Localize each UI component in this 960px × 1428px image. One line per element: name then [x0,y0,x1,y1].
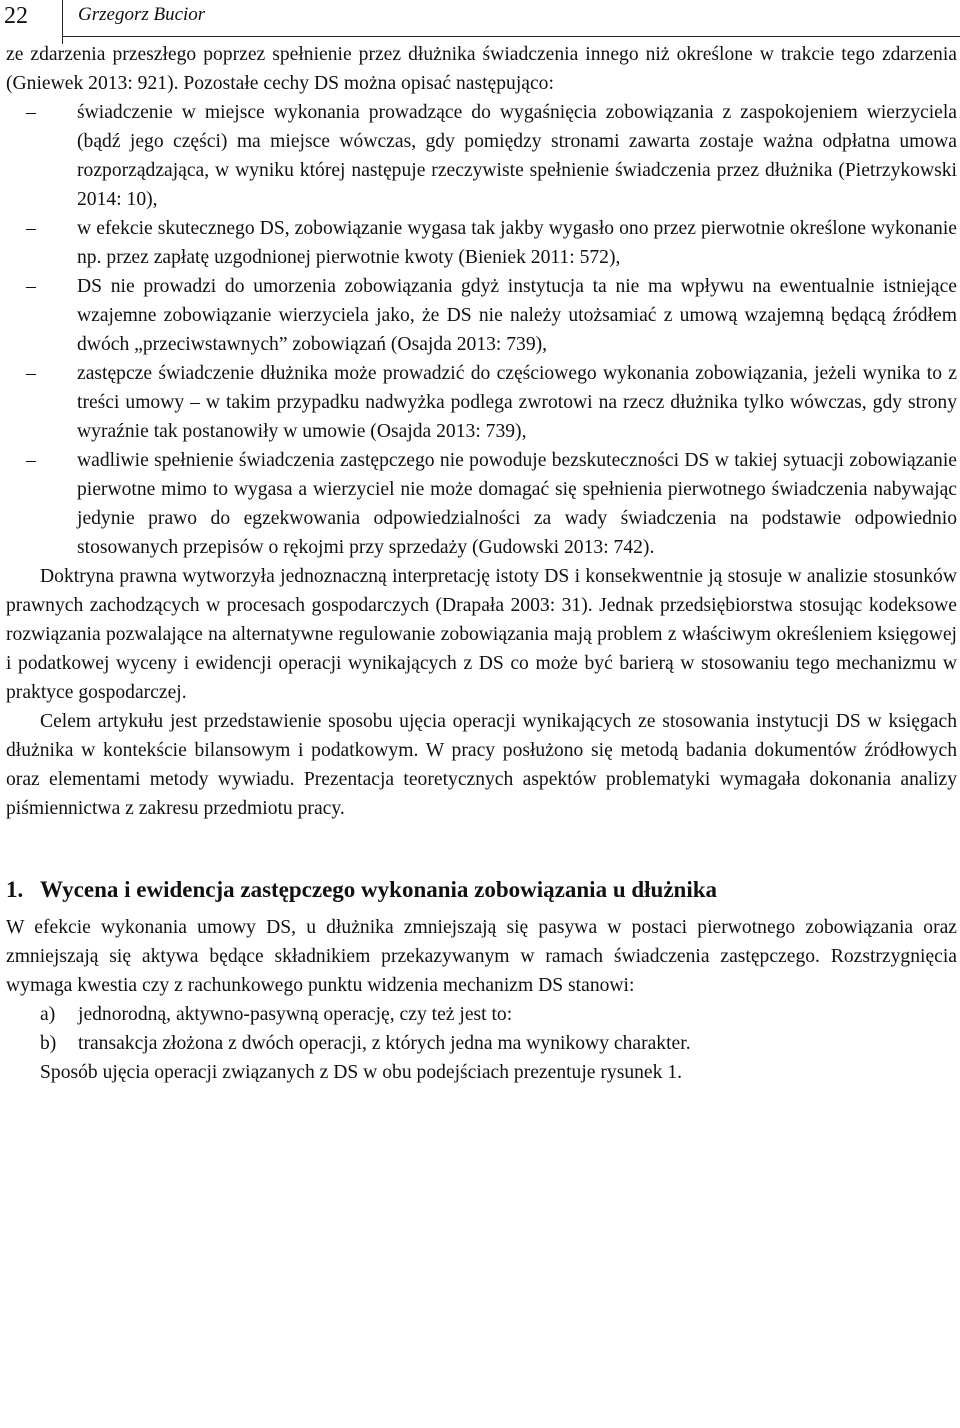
option-text: transakcja złożona z dwóch operacji, z których jedna ma wynikowy charakter. [78,1033,691,1054]
dash-bullet: – [26,102,36,123]
section-title: Wycena i ewidencja zastępczego wykonania zobowiązania u dłużnika [40,877,718,902]
section-number: 1. [6,877,24,902]
dash-list-item [6,214,957,272]
dash-item-text: świadczenie w miejsce wykonania prowadzące do wygaśnięcia zobowiązania z zaspokojeniem wierzyciela (bądź jego części) ma miejsce wówczas, gdy pomiędzy stronami zawarta zostaje ważna odpłatna umowa rozporządzająca, w wyniku której następuje rzeczywiste spełnienie świadczenia przez dłużnika (Pietrzykowski 2014: 10), [77,102,957,210]
closing-sentence: Sposób ujęcia operacji związanych z DS w obu podejściach prezentuje rysunek 1. [40,1062,683,1083]
dash-bullet: – [26,450,36,471]
running-head-author: Grzegorz Bucior [78,4,206,25]
section-spacer [6,823,957,875]
options-list [6,1000,957,1058]
page-header [0,0,960,36]
dash-bullet: – [26,276,36,297]
dash-item-text: wadliwie spełnienie świadczenia zastępczego nie powoduje bezskuteczności DS w takiej sytuacji zobowiązanie pierwotne mimo to wygasa a wierzyciel nie może domagać się spełnienia pierwotnego świadczenia nabywając jedynie prawo do egzekwowania odpowiedzialności za wady świadczenia na podstawie odpowiednio stosowanych przepisów o rękojmi przy sprzedaży (Gudowski 2013: 742). [77,450,957,558]
section-paragraph: W efekcie wykonania umowy DS, u dłużnika zmniejszają się pasywa w postaci pierwotnego zobowiązania oraz zmniejszają się aktywa będące składnikiem przekazywanym w ramach świadczenia zastępczego. Rozstrzygnięcia wymaga kwestia czy z rachunkowego punktu widzenia mechanizm DS stanowi: [6,917,957,996]
dash-list-item [6,98,957,214]
option-text: jednorodną, aktywno-pasywną operację, czy też jest to: [78,1004,513,1025]
header-horizontal-rule [62,36,960,37]
aim-paragraph: Celem artykułu jest przedstawienie sposobu ujęcia operacji wynikających ze stosowania instytucji DS w księgach dłużnika w kontekście bilansowym i podatkowym. W pracy posłużono się metodą badania dokumentów źródłowych oraz elementami metody wywiadu. Prezentacja teoretycznych aspektów problematyki wymagała dokonania analizy piśmiennictwa z zakresu przedmiotu pracy. [6,711,957,819]
dash-list-item [6,272,957,359]
option-label: a) [40,1004,56,1025]
features-dash-list [6,98,957,562]
page-number: 22 [4,3,28,29]
dash-item-text: w efekcie skutecznego DS, zobowiązanie wygasa tak jakby wygasło ono przez pierwotnie określone wykonanie np. przez zapłatę uzgodnionej pierwotnie kwoty (Bieniek 2011: 572), [77,218,957,268]
dash-list-item [6,359,957,446]
option-item [6,1029,957,1058]
option-item [6,1000,957,1029]
section-heading [6,875,957,905]
dash-item-text: zastępcze świadczenie dłużnika może prowadzić do częściowego wykonania zobowiązania, jeżeli wynika to z treści umowy – w takim przypadku nadwyżka podlega zwrotowi na rzecz dłużnika tylko wówczas, gdy strony wyraźnie tak postanowiły w umowie (Osajda 2013: 739), [77,363,957,442]
doctrine-paragraph: Doktryna prawna wytworzyła jednoznaczną interpretację istoty DS i konsekwentnie ją stosuje w analizie stosunków prawnych zachodzących w procesach gospodarczych (Drapała 2003: 31). Jednak przedsiębiorstwa stosując kodeksowe rozwiązania pozwalające na alternatywne regulowanie zobowiązania mają problem z właściwym określeniem księgowej i podatkowej wyceny i ewidencji operacji wynikających z DS co może być barierą w stosowaniu tego mechanizmu w praktyce gospodarczej. [6,566,957,703]
dash-bullet: – [26,363,36,384]
dash-list-item [6,446,957,562]
option-label: b) [40,1033,57,1054]
header-vertical-rule [62,0,63,44]
intro-paragraph: ze zdarzenia przeszłego poprzez spełnienie przez dłużnika świadczenia innego niż określone w trakcie tego zdarzenia (Gniewek 2013: 921). Pozostałe cechy DS można opisać następująco: [6,44,957,94]
page-body [6,40,957,1087]
dash-item-text: DS nie prowadzi do umorzenia zobowiązania gdyż instytucja ta nie ma wpływu na ewentualnie istniejące wzajemne zobowiązanie wierzyciela jako, że DS nie należy utożsamiać z umową wzajemną będącą źródłem dwóch „przeciwstawnych” zobowiązań (Osajda 2013: 739), [77,276,957,355]
dash-bullet: – [26,218,36,239]
